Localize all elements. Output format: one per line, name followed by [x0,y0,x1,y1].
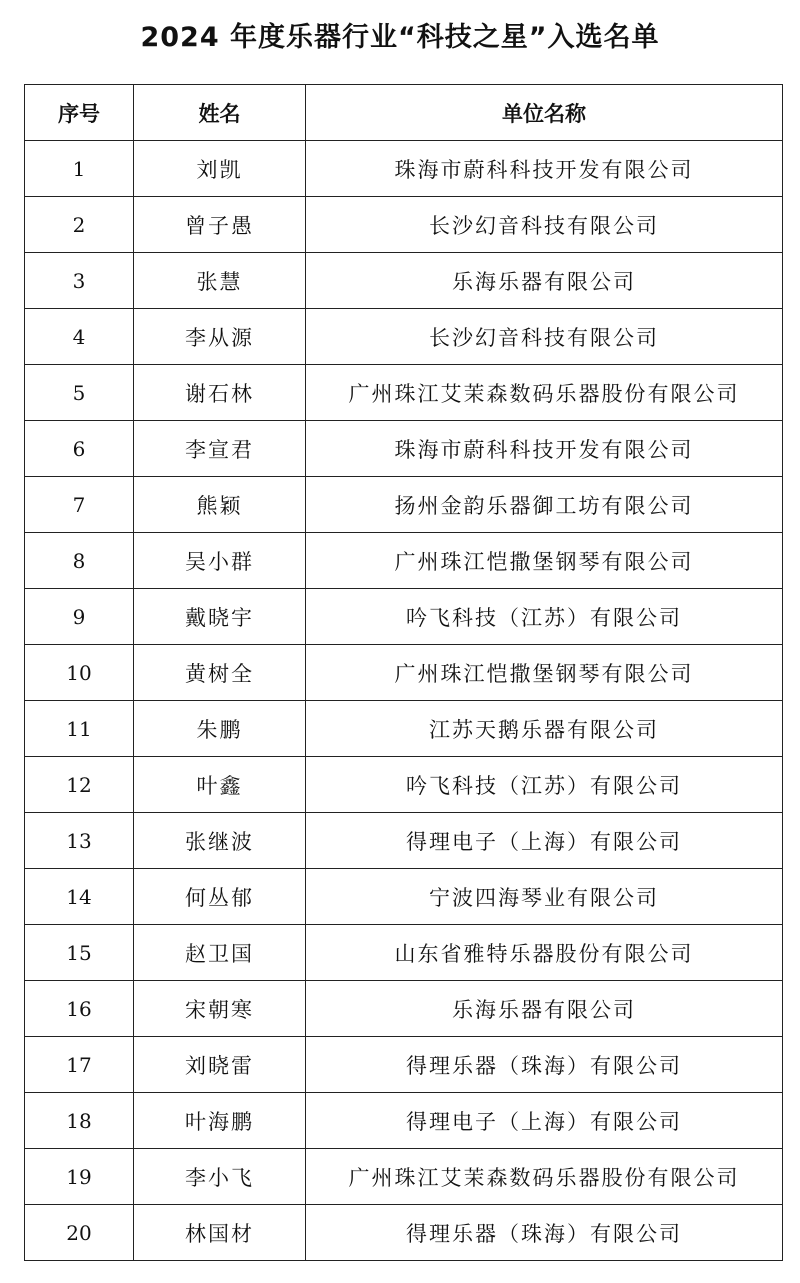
cell-name: 赵卫国 [134,925,306,981]
cell-name: 黄树全 [134,645,306,701]
cell-number: 5 [25,365,134,421]
cell-unit: 吟飞科技（江苏）有限公司 [306,757,783,813]
cell-name: 叶海鹏 [134,1093,306,1149]
table-row [25,701,783,757]
cell-number: 10 [25,645,134,701]
table-row [25,1093,783,1149]
table-row [25,197,783,253]
cell-name: 李从源 [134,309,306,365]
cell-number: 16 [25,981,134,1037]
cell-unit: 珠海市蔚科科技开发有限公司 [306,421,783,477]
table-row [25,365,783,421]
cell-unit: 山东省雅特乐器股份有限公司 [306,925,783,981]
cell-unit: 得理电子（上海）有限公司 [306,813,783,869]
cell-unit: 吟飞科技（江苏）有限公司 [306,589,783,645]
cell-number: 11 [25,701,134,757]
cell-name: 吴小群 [134,533,306,589]
cell-number: 6 [25,421,134,477]
cell-unit: 珠海市蔚科科技开发有限公司 [306,141,783,197]
cell-number: 13 [25,813,134,869]
cell-unit: 广州珠江艾茉森数码乐器股份有限公司 [306,365,783,421]
cell-unit: 得理乐器（珠海）有限公司 [306,1205,783,1261]
cell-name: 谢石林 [134,365,306,421]
header-number: 序号 [25,85,134,141]
cell-name: 戴晓宇 [134,589,306,645]
table-header [25,85,783,141]
cell-number: 17 [25,1037,134,1093]
page-title: 2024 年度乐器行业“科技之星”入选名单 [140,22,660,53]
cell-unit: 乐海乐器有限公司 [306,253,783,309]
cell-unit: 乐海乐器有限公司 [306,981,783,1037]
table-row [25,309,783,365]
cell-unit: 广州珠江恺撒堡钢琴有限公司 [306,533,783,589]
table-row [25,757,783,813]
cell-name: 熊颖 [134,477,306,533]
cell-number: 19 [25,1149,134,1205]
cell-number: 8 [25,533,134,589]
cell-number: 14 [25,869,134,925]
cell-number: 9 [25,589,134,645]
cell-unit: 得理电子（上海）有限公司 [306,1093,783,1149]
cell-name: 朱鹏 [134,701,306,757]
cell-unit: 得理乐器（珠海）有限公司 [306,1037,783,1093]
cell-name: 何丛郁 [134,869,306,925]
cell-name: 叶鑫 [134,757,306,813]
table-body [25,141,783,1261]
cell-unit: 扬州金韵乐器御工坊有限公司 [306,477,783,533]
table-row [25,421,783,477]
cell-name: 张继波 [134,813,306,869]
cell-name: 宋朝寒 [134,981,306,1037]
cell-name: 刘凯 [134,141,306,197]
cell-name: 林国材 [134,1205,306,1261]
cell-name: 刘晓雷 [134,1037,306,1093]
table-row [25,925,783,981]
cell-name: 张慧 [134,253,306,309]
table-row [25,981,783,1037]
header-name: 姓名 [134,85,306,141]
table-row [25,869,783,925]
cell-number: 3 [25,253,134,309]
cell-number: 4 [25,309,134,365]
table-row [25,1037,783,1093]
header-row [25,85,783,141]
table-row [25,645,783,701]
table-row [25,533,783,589]
cell-number: 18 [25,1093,134,1149]
table-row [25,589,783,645]
cell-name: 李小飞 [134,1149,306,1205]
table-row [25,1205,783,1261]
table-row [25,477,783,533]
cell-unit: 江苏天鹅乐器有限公司 [306,701,783,757]
cell-unit: 长沙幻音科技有限公司 [306,309,783,365]
header-unit: 单位名称 [306,85,783,141]
cell-name: 曾子愚 [134,197,306,253]
winners-table [24,84,783,1261]
cell-unit: 长沙幻音科技有限公司 [306,197,783,253]
table-row [25,813,783,869]
cell-number: 1 [25,141,134,197]
cell-name: 李宣君 [134,421,306,477]
cell-unit: 宁波四海琴业有限公司 [306,869,783,925]
cell-number: 15 [25,925,134,981]
cell-unit: 广州珠江艾茉森数码乐器股份有限公司 [306,1149,783,1205]
cell-number: 2 [25,197,134,253]
cell-number: 20 [25,1205,134,1261]
cell-number: 7 [25,477,134,533]
cell-number: 12 [25,757,134,813]
table-row [25,253,783,309]
table-row [25,141,783,197]
table-row [25,1149,783,1205]
cell-unit: 广州珠江恺撒堡钢琴有限公司 [306,645,783,701]
